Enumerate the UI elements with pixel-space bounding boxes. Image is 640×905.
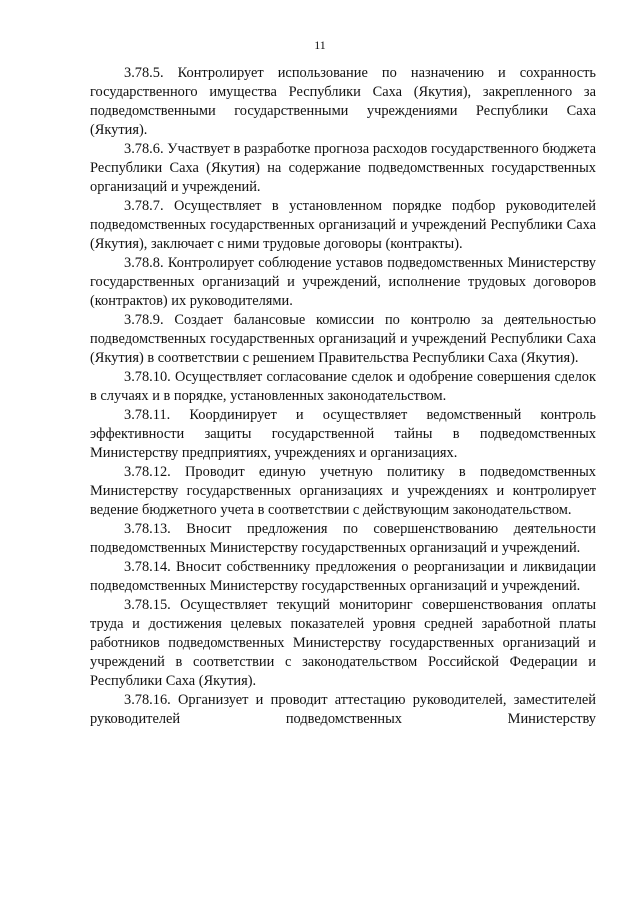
paragraph-3-78-5: 3.78.5. Контролирует использование по назначению и сохранность государственного имущества Республики Саха (Якутия), закрепленного за подведомственными государственными учреждениями Республики Саха (Якутия).: [90, 65, 596, 138]
paragraph-3-78-13: 3.78.13. Вносит предложения по совершенствованию деятельности подведомственных Министерству государственных организаций и учреждений.: [90, 521, 596, 556]
paragraph-3-78-16: 3.78.16. Организует и проводит аттестацию руководителей, заместителей руководителей подведомственных Министерству: [90, 692, 596, 727]
paragraph-3-78-11: 3.78.11. Координирует и осуществляет ведомственный контроль эффективности защиты государственной тайны в подведомственных Министерству предприятиях, учреждениях и организациях.: [90, 407, 596, 461]
paragraph-3-78-12: 3.78.12. Проводит единую учетную политику в подведомственных Министерству государственных организациях и учреждениях и контролирует ведение бюджетного учета в соответствии с действующим законодательством.: [90, 464, 596, 518]
paragraph-3-78-7: 3.78.7. Осуществляет в установленном порядке подбор руководителей подведомственных государственных организаций и учреждений Республики Саха (Якутия), заключает с ними трудовые договоры (контракты).: [90, 198, 596, 252]
paragraph-3-78-15: 3.78.15. Осуществляет текущий мониторинг совершенствования оплаты труда и достижения целевых показателей уровня средней заработной платы работников подведомственных Министерству государственных организаций и учреждений в соответствии с законодательством Российской Федерации и Республики Саха (Якутия).: [90, 597, 596, 689]
paragraph-3-78-6: 3.78.6. Участвует в разработке прогноза расходов государственного бюджета Республики Саха (Якутия) на содержание подведомственных государственных организаций и учреждений.: [90, 141, 596, 195]
page-number: 11: [314, 38, 326, 52]
paragraph-3-78-14: 3.78.14. Вносит собственнику предложения о реорганизации и ликвидации подведомственных Министерству государственных организаций и учреждений.: [90, 559, 596, 594]
paragraph-3-78-8: 3.78.8. Контролирует соблюдение уставов подведомственных Министерству государственных организаций и учреждений, исполнение трудовых договоров (контрактов) их руководителями.: [90, 255, 596, 309]
paragraph-3-78-10: 3.78.10. Осуществляет согласование сделок и одобрение совершения сделок в случаях и в порядке, установленных законодательством.: [90, 369, 596, 404]
document-body: [90, 64, 596, 729]
paragraph-3-78-9: 3.78.9. Создает балансовые комиссии по контролю за деятельностью подведомственных государственных организаций и учреждений Республики Саха (Якутия) в соответствии с решением Правительства Республики Саха (Якутия).: [90, 312, 596, 366]
